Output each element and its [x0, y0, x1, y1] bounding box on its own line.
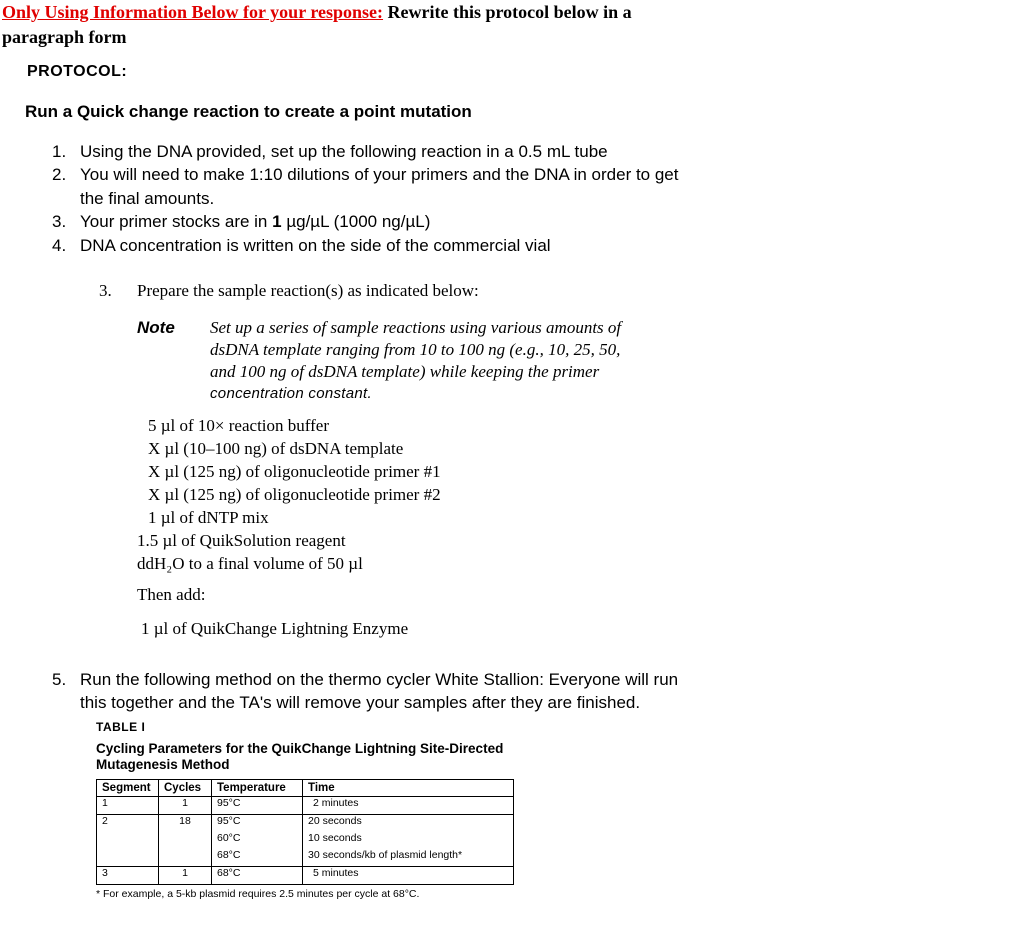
- col-header-time: Time: [303, 780, 514, 797]
- table-header-row: [97, 780, 514, 797]
- cycling-table: [96, 779, 514, 885]
- step-text-post: µg/µL (1000 ng/µL): [281, 212, 431, 231]
- reagent-line: 1 µl of dNTP mix: [148, 508, 269, 527]
- cell-temperature: 68°C: [212, 849, 303, 867]
- instruction-line-2: paragraph form: [2, 27, 127, 47]
- cell-cycles: 1: [159, 797, 212, 815]
- table-row: [97, 815, 514, 833]
- cell-time: 30 seconds/kb of plasmid length*: [303, 849, 514, 867]
- cell-segment: 1: [97, 797, 159, 815]
- table-footnote: * For example, a 5-kb plasmid requires 2.5 minutes per cycle at 68°C.: [96, 888, 420, 900]
- reagent-line: X µl (125 ng) of oligonucleotide primer #2: [148, 485, 441, 504]
- note-line: dsDNA template ranging from 10 to 100 ng (e.g., 10, 25, 50,: [210, 340, 621, 359]
- cell-cycles: 1: [159, 867, 212, 885]
- step-number: 3.: [52, 212, 67, 231]
- step-text: DNA concentration is written on the side of the commercial vial: [80, 236, 551, 255]
- table-row: [97, 867, 514, 885]
- cell-segment: 3: [97, 867, 159, 885]
- protocol-label: PROTOCOL:: [27, 63, 128, 80]
- table-row: [97, 797, 514, 815]
- table-row: [97, 832, 514, 849]
- step-text-continued: the final amounts.: [80, 189, 215, 208]
- cell-time: 10 seconds: [303, 832, 514, 849]
- enzyme-line: 1 µl of QuikChange Lightning Enzyme: [141, 619, 409, 638]
- cell-segment: [97, 832, 159, 849]
- instruction-rest: Rewrite this protocol below in a: [383, 2, 632, 22]
- instruction-highlight: Only Using Information Below for your response:: [2, 2, 384, 22]
- cell-cycles: 18: [159, 815, 212, 833]
- step-text: Run the following method on the thermo cycler White Stallion: Everyone will run: [80, 670, 679, 689]
- cell-time: 5 minutes: [303, 867, 514, 885]
- reagent-line: X µl (10–100 ng) of dsDNA template: [148, 439, 404, 458]
- reagent-line: ddH₂O to a final volume of 50 µl: [137, 554, 363, 573]
- table-caption: Cycling Parameters for the QuikChange Lightning Site-Directed: [96, 741, 504, 756]
- manual-step-number: 3.: [99, 281, 112, 300]
- note-line: and 100 ng of dsDNA template) while keeping the primer: [210, 362, 600, 381]
- note-label: Note: [137, 318, 175, 337]
- step-text-continued: this together and the TA's will remove your samples after they are finished.: [80, 693, 641, 712]
- cell-time: 2 minutes: [303, 797, 514, 815]
- reagent-line: 1.5 µl of QuikSolution reagent: [137, 531, 346, 550]
- step-text: Using the DNA provided, set up the following reaction in a 0.5 mL tube: [80, 142, 608, 161]
- cell-temperature: 95°C: [212, 797, 303, 815]
- cell-cycles: [159, 832, 212, 849]
- note-line-last: concentration constant.: [210, 385, 372, 402]
- table-row: [97, 849, 514, 867]
- step-text-bold: 1: [272, 212, 282, 231]
- step-number: 5.: [52, 670, 67, 689]
- then-add-label: Then add:: [137, 585, 206, 604]
- note-line: Set up a series of sample reactions using various amounts of: [210, 318, 622, 337]
- cell-temperature: 60°C: [212, 832, 303, 849]
- step-text: [80, 212, 430, 232]
- cell-temperature: 68°C: [212, 867, 303, 885]
- step-text: You will need to make 1:10 dilutions of your primers and the DNA in order to get: [80, 165, 679, 184]
- step-number: 4.: [52, 236, 67, 255]
- reagent-line: X µl (125 ng) of oligonucleotide primer #1: [148, 462, 441, 481]
- col-header-temperature: Temperature: [212, 780, 303, 797]
- instruction-line-1: [2, 2, 632, 23]
- reagent-line: 5 µl of 10× reaction buffer: [148, 416, 329, 435]
- protocol-heading: Run a Quick change reaction to create a point mutation: [25, 102, 472, 121]
- col-header-cycles: Cycles: [159, 780, 212, 797]
- step-number: 1.: [52, 142, 67, 161]
- cell-time: 20 seconds: [303, 815, 514, 833]
- cell-segment: [97, 849, 159, 867]
- manual-step-text: Prepare the sample reaction(s) as indicated below:: [137, 281, 479, 300]
- cell-temperature: 95°C: [212, 815, 303, 833]
- col-header-segment: Segment: [97, 780, 159, 797]
- cell-segment: 2: [97, 815, 159, 833]
- cell-cycles: [159, 849, 212, 867]
- table-label: TABLE I: [96, 720, 146, 734]
- step-number: 2.: [52, 165, 67, 184]
- step-text-pre: Your primer stocks are in: [80, 212, 273, 231]
- table-caption: Mutagenesis Method: [96, 757, 230, 772]
